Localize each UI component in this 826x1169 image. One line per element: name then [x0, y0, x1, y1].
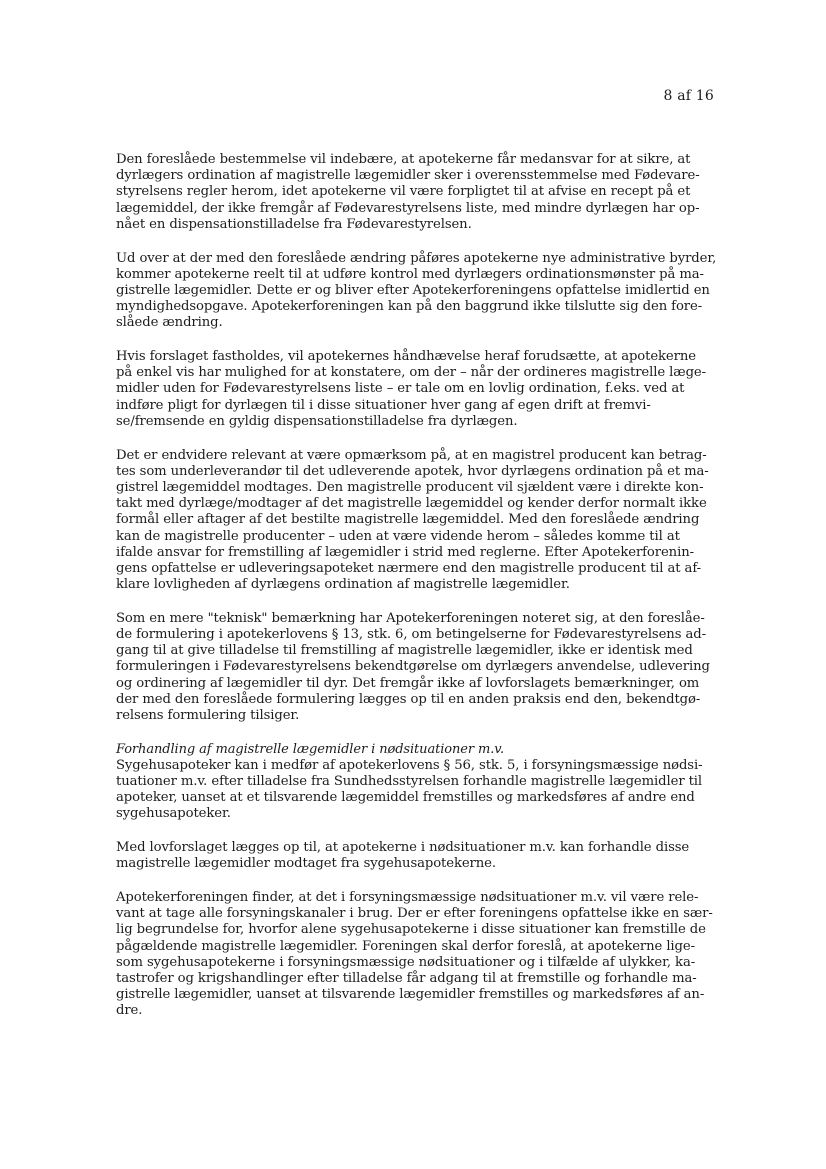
text-line: tes som underleverandør til det udleverende apotek, hvor dyrlægens ordination på et ma-	[116, 463, 709, 479]
text-line: takt med dyrlæge/modtager af det magistrelle lægemiddel og kender derfor normalt ikke	[116, 496, 707, 512]
text-line: indføre pligt for dyrlægen til i disse situationer hver gang af egen drift at fremvi-	[116, 397, 651, 413]
text-line: nået en dispensationstilladelse fra Fødevarestyrelsen.	[116, 216, 472, 232]
text-line: formuleringen i Fødevarestyrelsens bekendtgørelse om dyrlægers anvendelse, udlevering	[116, 659, 710, 675]
text-line: gistrel lægemiddel modtages. Den magistrelle producent vil sjældent være i direkte kon-	[116, 479, 704, 495]
page-number: 8 af 16	[663, 88, 714, 104]
paragraph-2	[116, 251, 716, 332]
text-line: vant at tage alle forsyningskanaler i brug. Der er efter foreningens opfattelse ikke en sær-	[116, 906, 713, 922]
text-line: dre.	[116, 1003, 143, 1019]
text-line: Med lovforslaget lægges op til, at apotekerne i nødsituationer m.v. kan forhandle disse	[116, 840, 690, 856]
text-line: relsens formulering tilsiger.	[116, 708, 300, 724]
text-line: formål eller aftager af det bestilte magistrelle lægemiddel. Med den foreslåede ændring	[116, 512, 700, 528]
text-line: pågældende magistrelle lægemidler. Foreningen skal derfor foreslå, at apotekerne lige-	[116, 938, 695, 954]
text-line: kommer apotekerne reelt til at udføre kontrol med dyrlægers ordinationsmønster på ma-	[116, 266, 704, 282]
paragraph-5	[116, 611, 716, 724]
text-line: apoteker, uanset at et tilsvarende lægemiddel fremstilles og markedsføres af andre end	[116, 790, 695, 806]
text-line: og ordinering af lægemidler til dyr. Det fremgår ikke af lovforslagets bemærkninger, om	[116, 675, 700, 691]
text-line: Apotekerforeningen finder, at det i forsyningsmæssige nødsituationer m.v. vil være rele-	[116, 890, 699, 906]
paragraph-6	[116, 840, 716, 872]
text-line: tuationer m.v. efter tilladelse fra Sundhedsstyrelsen forhandle magistrelle lægemidler til	[116, 774, 703, 789]
paragraph-1	[116, 152, 716, 233]
text-line: på enkel vis har mulighed for at konstatere, om der – når der ordineres magistrelle læge-	[116, 365, 706, 381]
text-line: Som en mere "teknisk" bemærkning har Apotekerforeningen noteret sig, at den foreslåe-	[116, 610, 705, 626]
text-line: Hvis forslaget fastholdes, vil apotekernes håndhævelse heraf forudsætte, at apotekerne	[116, 349, 696, 365]
text-line: gistrelle lægemidler. Dette er og bliver efter Apotekerforeningens opfattelse imidlertid en	[116, 282, 710, 298]
text-line: sygehusapoteker.	[116, 806, 231, 822]
text-line: magistrelle lægemidler modtaget fra sygehusapotekerne.	[116, 856, 496, 872]
text-line: Ud over at der med den foreslåede ændring påføres apotekerne nye administrative byrder,	[116, 250, 717, 266]
text-line: Sygehusapoteker kan i medfør af apotekerlovens § 56, stk. 5, i forsyningsmæssige nødsi-	[116, 757, 703, 773]
text-line: tastrofer og krigshandlinger efter tilladelse får adgang til at fremstille og forhandle ma-	[116, 971, 697, 987]
text-line: se/fremsende en gyldig dispensationstilladelse fra dyrlægen.	[116, 413, 518, 429]
text-line: ifalde ansvar for fremstilling af lægemidler i strid med reglerne. Efter Apotekerforenin-	[116, 544, 694, 560]
paragraph-4	[116, 448, 716, 594]
text-line: gistrelle lægemidler, uanset at tilsvarende lægemidler fremstilles og markedsføres af an-	[116, 987, 705, 1003]
text-line: klare lovligheden af dyrlægens ordination af magistrelle lægemidler.	[116, 577, 570, 593]
text-line: der med den foreslåede formulering lægges op til en anden praksis end den, bekendtgø-	[116, 691, 701, 707]
document-body	[116, 152, 716, 1037]
text-line: kan de magistrelle producenter – uden at være vidende herom – således komme til at	[116, 528, 680, 544]
text-line: gens opfattelse er udleveringsapoteket nærmere end den magistrelle producent til at af-	[116, 560, 701, 576]
section-emergency	[116, 742, 716, 823]
paragraph-3	[116, 349, 716, 430]
paragraph-7	[116, 890, 716, 1020]
text-line: lig begrundelse for, hvorfor alene sygehusapotekerne i disse situationer kan fremstille de	[116, 922, 706, 938]
text-line: lægemiddel, der ikke fremgår af Fødevarestyrelsens liste, med mindre dyrlægen har op-	[116, 200, 700, 216]
text-line: myndighedsopgave. Apotekerforeningen kan på den baggrund ikke tilslutte sig den fore-	[116, 299, 703, 315]
text-line: slåede ændring.	[116, 315, 223, 331]
text-line: styrelsens regler herom, idet apotekerne vil være forpligtet til at afvise en recept på et	[116, 184, 691, 200]
text-line: som sygehusapotekerne i forsyningsmæssige nødsituationer og i tilfælde af ulykker, ka-	[116, 954, 696, 970]
text-line: Den foreslåede bestemmelse vil indebære, at apotekerne får medansvar for at sikre, at	[116, 152, 691, 167]
text-line: midler uden for Fødevarestyrelsens liste – er tale om en lovlig ordination, f.eks. ved at	[116, 381, 685, 397]
text-line: Det er endvidere relevant at være opmærksom på, at en magistrel producent kan betrag-	[116, 447, 707, 463]
text-line: gang til at give tilladelse til fremstilling af magistrelle lægemidler, ikke er identisk med	[116, 643, 693, 659]
text-line: dyrlægers ordination af magistrelle lægemidler sker i overensstemmelse med Fødevare-	[116, 168, 700, 184]
text-line: de formulering i apotekerlovens § 13, stk. 6, om betingelserne for Fødevarestyrelsens ad-	[116, 627, 706, 643]
section-heading: Forhandling af magistrelle lægemidler i nødsituationer m.v.	[116, 741, 505, 757]
